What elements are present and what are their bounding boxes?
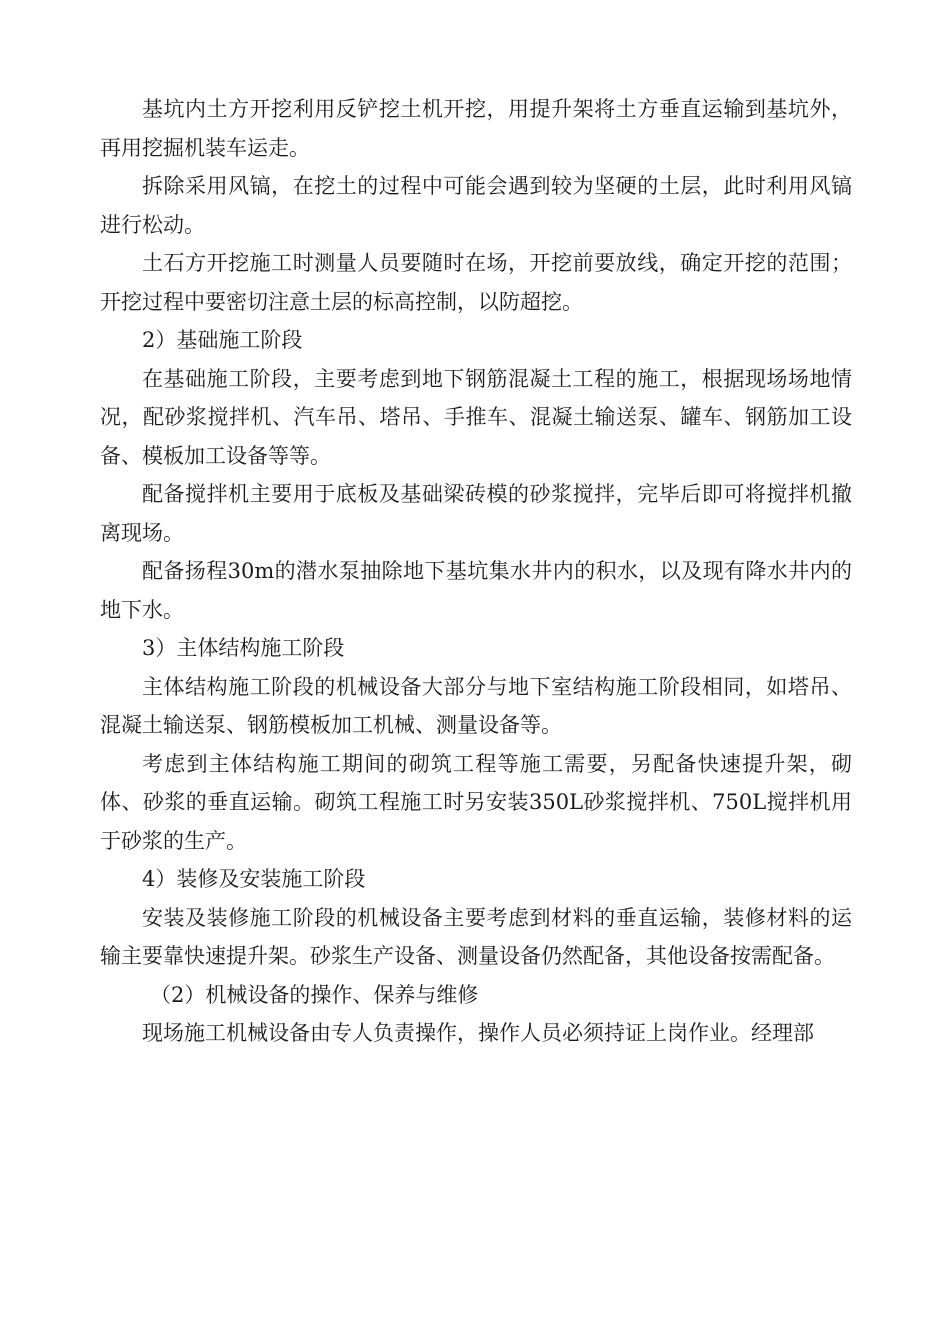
paragraph: 在基础施工阶段，主要考虑到地下钢筋混凝土工程的施工，根据现场场地情况，配砂浆搅拌机、汽车吊、塔吊、手推车、混凝土输送泵、罐车、钢筋加工设备、模板加工设备等等。	[100, 366, 852, 468]
paragraph: 基坑内土方开挖利用反铲挖土机开挖，用提升架将土方垂直运输到基坑外，再用挖掘机装车运走。	[100, 97, 852, 160]
paragraph: 配备扬程30m的潜水泵抽除地下基坑集水井内的积水，以及现有降水井内的地下水。	[100, 559, 852, 622]
paragraph: 安装及装修施工阶段的机械设备主要考虑到材料的垂直运输，装修材料的运输主要靠快速提升架。砂浆生产设备、测量设备仍然配备，其他设备按需配备。	[100, 905, 852, 968]
section-heading: 2）基础施工阶段	[142, 328, 303, 352]
paragraph: 土石方开挖施工时测量人员要随时在场，开挖前要放线，确定开挖的范围；开挖过程中要密切注意土层的标高控制，以防超挖。	[100, 251, 852, 314]
section-heading: 4）装修及安装施工阶段	[142, 867, 366, 891]
paragraph: 配备搅拌机主要用于底板及基础梁砖模的砂浆搅拌，完毕后即可将搅拌机撤离现场。	[100, 482, 852, 545]
paragraph: 主体结构施工阶段的机械设备大部分与地下室结构施工阶段相同，如塔吊、混凝土输送泵、钢筋模板加工机械、测量设备等。	[100, 674, 852, 737]
subsection-heading: （2）机械设备的操作、保养与维修	[150, 982, 479, 1007]
paragraph: 拆除采用风镐，在挖土的过程中可能会遇到较为坚硬的土层，此时利用风镐进行松动。	[100, 174, 852, 237]
section-heading: 3）主体结构施工阶段	[142, 636, 345, 660]
paragraph: 考虑到主体结构施工期间的砌筑工程等施工需要，另配备快速提升架，砌体、砂浆的垂直运输。砌筑工程施工时另安装350L砂浆搅拌机、750L搅拌机用于砂浆的生产。	[100, 751, 852, 853]
paragraph: 现场施工机械设备由专人负责操作，操作人员必须持证上岗作业。经理部	[142, 1021, 814, 1045]
document-page	[100, 90, 852, 1053]
